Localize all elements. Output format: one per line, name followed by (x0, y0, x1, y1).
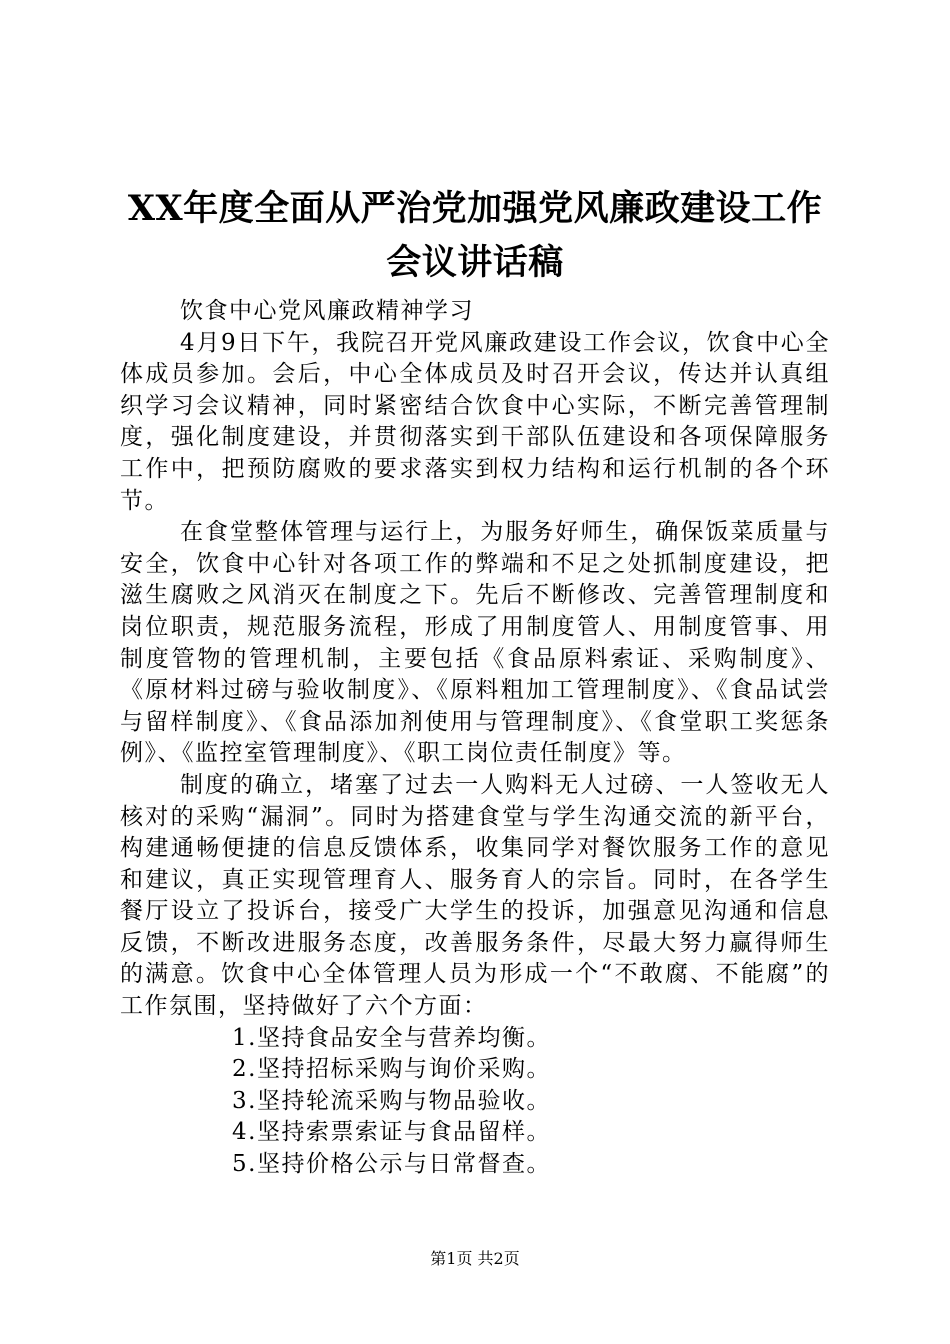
document-body (120, 296, 830, 1181)
paragraph-1: 4月9日下午，我院召开党风廉政建设工作会议，饮食中心全体成员参加。会后，中心全体成员及时召开会议，传达并认真组织学习会议精神，同时紧密结合饮食中心实际，不断完善管理制度，强化制度建设，并贯彻落实到干部队伍建设和各项保障服务工作中，把预防腐败的要求落实到权力结构和运行机制的各个环节。 (120, 329, 830, 514)
document-subtitle: 饮食中心党风廉政精神学习 (180, 298, 474, 324)
document-title (120, 182, 830, 290)
page-footer: 第1页 共2页 (430, 1249, 520, 1268)
paragraph-3: 制度的确立，堵塞了过去一人购料无人过磅、一人签收无人核对的采购“漏洞”。同时为搭建食堂与学生沟通交流的新平台，构建通畅便捷的信息反馈体系，收集同学对餐饮服务工作的意见和建议，真正实现管理育人、服务育人的宗旨。同时，在各学生餐厅设立了投诉台，接受广大学生的投诉，加强意见沟通和信息反馈，不断改进服务态度，改善服务条件，尽最大努力赢得师生的满意。饮食中心全体管理人员为形成一个“不敢腐、不能腐”的工作氛围，坚持做好了六个方面： (120, 771, 830, 1020)
list-item: 1.坚持食品安全与营养均衡。 (232, 1024, 551, 1051)
title-line-2: 会议讲话稿 (386, 242, 564, 283)
numbered-list (120, 1023, 830, 1181)
list-item: 2.坚持招标采购与询价采购。 (232, 1056, 551, 1083)
paragraph-2: 在食堂整体管理与运行上，为服务好师生，确保饭菜质量与安全，饮食中心针对各项工作的弊端和不足之处抓制度建设，把滋生腐败之风消灭在制度之下。先后不断修改、完善管理制度和岗位职责，规范服务流程，形成了用制度管人、用制度管事、用制度管物的管理机制，主要包括《食品原料索证、采购制度》、《原材料过磅与验收制度》、《原料粗加工管理制度》、《食品试尝与留样制度》、《食品添加剂使用与管理制度》、《食堂职工奖惩条例》、《监控室管理制度》、《职工岗位责任制度》等。 (120, 519, 830, 767)
list-item: 3.坚持轮流采购与物品验收。 (232, 1087, 551, 1114)
list-item: 5.坚持价格公示与日常督查。 (232, 1151, 551, 1178)
title-line-1: XX年度全面从严治党加强党风廉政建设工作 (127, 188, 823, 229)
list-item: 4.坚持索票索证与食品留样。 (232, 1119, 551, 1146)
